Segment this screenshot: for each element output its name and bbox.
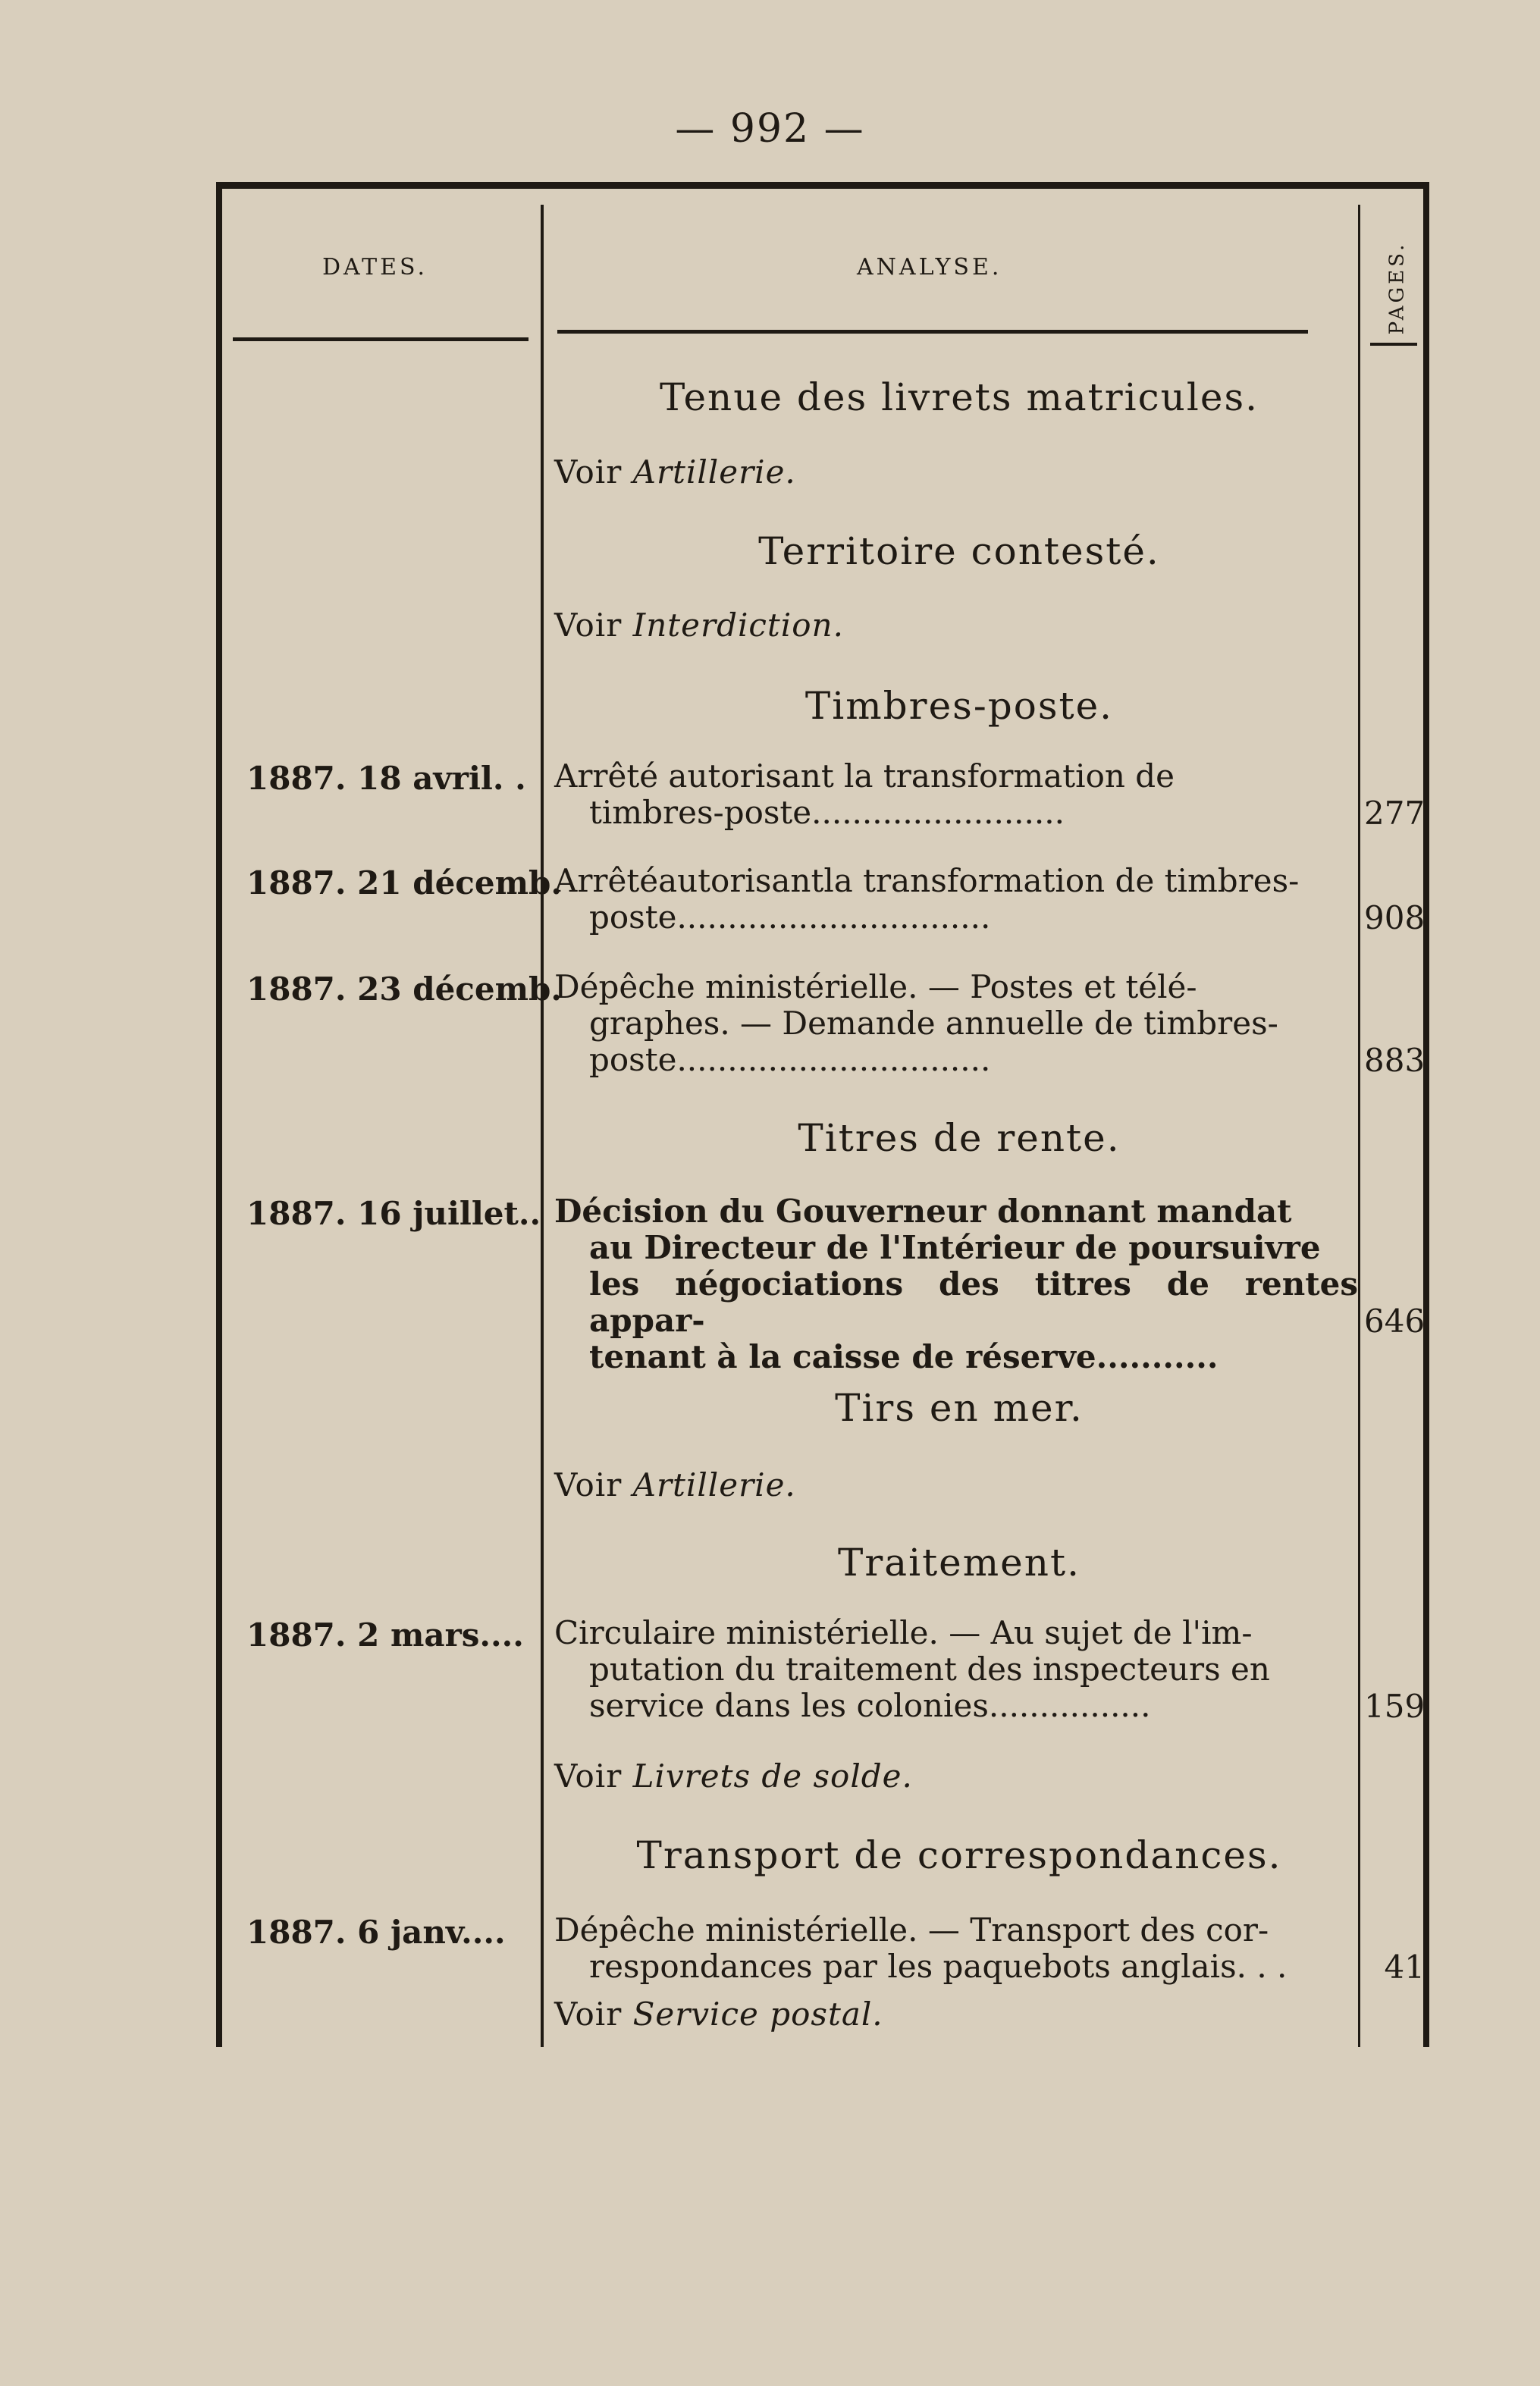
analyse-header: ANALYSE.: [857, 254, 1002, 281]
right-border: [1423, 182, 1429, 2047]
entry-date: 1887. 23 décemb.: [246, 970, 563, 1008]
dates-header: DATES.: [322, 254, 428, 281]
entry-text: Dépêche ministérielle. — Transport des cor- respondances par les paquebots anglais. . .: [554, 1911, 1288, 1985]
entry-page: 277: [1364, 795, 1426, 832]
section-heading: Transport de correspondances.: [636, 1833, 1282, 1877]
cross-reference: Voir Service postal.: [554, 1996, 883, 2033]
entry-date: 1887. 21 décemb.: [246, 864, 563, 901]
entry-text: Dépêche ministérielle. — Postes et télé- graphes. — Demande annuelle de timbres- poste...............................: [554, 968, 1278, 1078]
entry-text: Arrêtéautorisantla transformation de timbres- poste...............................: [554, 862, 1300, 936]
index-table: [216, 182, 1429, 2047]
top-rule: [216, 182, 1429, 189]
header-underline-analyse: [557, 330, 1308, 334]
page-number: — 992 —: [675, 106, 865, 152]
section-heading: Titres de rente.: [798, 1116, 1121, 1160]
section-heading: Traitement.: [838, 1541, 1081, 1585]
entry-page: 159: [1364, 1688, 1426, 1725]
entry-date: 1887. 18 avril. .: [246, 760, 526, 797]
column-divider-dates: [541, 205, 544, 2047]
header-underline-dates: [233, 337, 528, 341]
cross-reference: Voir Interdiction.: [554, 607, 844, 644]
pages-header-cell: [1364, 212, 1429, 364]
entry-text: Décision du Gouverneur donnant mandat au Directeur de l'Intérieur de poursuivre les négociations des titres de rentes appar- tenant à la caisse de réserve...........: [554, 1193, 1358, 1375]
section-heading: Timbres-poste.: [805, 684, 1114, 728]
left-border: [216, 182, 222, 2047]
cross-reference: Voir Artillerie.: [554, 453, 796, 491]
cross-reference: Voir Artillerie.: [554, 1466, 796, 1503]
section-heading: Territoire contesté.: [758, 529, 1160, 573]
section-heading: Tirs en mer.: [835, 1386, 1084, 1430]
entry-date: 1887. 16 juillet..: [246, 1195, 541, 1232]
section-heading: Tenue des livrets matricules.: [659, 375, 1259, 419]
entry-text: Circulaire ministérielle. — Au sujet de l'im- putation du traitement des inspecteurs en service dans les colonies................: [554, 1614, 1270, 1724]
entry-page: 41: [1384, 1949, 1425, 1986]
entry-page: 646: [1364, 1303, 1426, 1340]
entry-text: Arrêté autorisant la transformation de timbres-poste.........................: [554, 757, 1175, 831]
cross-reference: Voir Livrets de solde.: [554, 1757, 913, 1795]
entry-page: 883: [1364, 1042, 1426, 1079]
entry-page: 908: [1364, 899, 1426, 936]
pages-header: PAGES.: [1385, 241, 1409, 335]
entry-date: 1887. 6 janv....: [246, 1914, 506, 1951]
entry-date: 1887. 2 mars....: [246, 1616, 524, 1654]
